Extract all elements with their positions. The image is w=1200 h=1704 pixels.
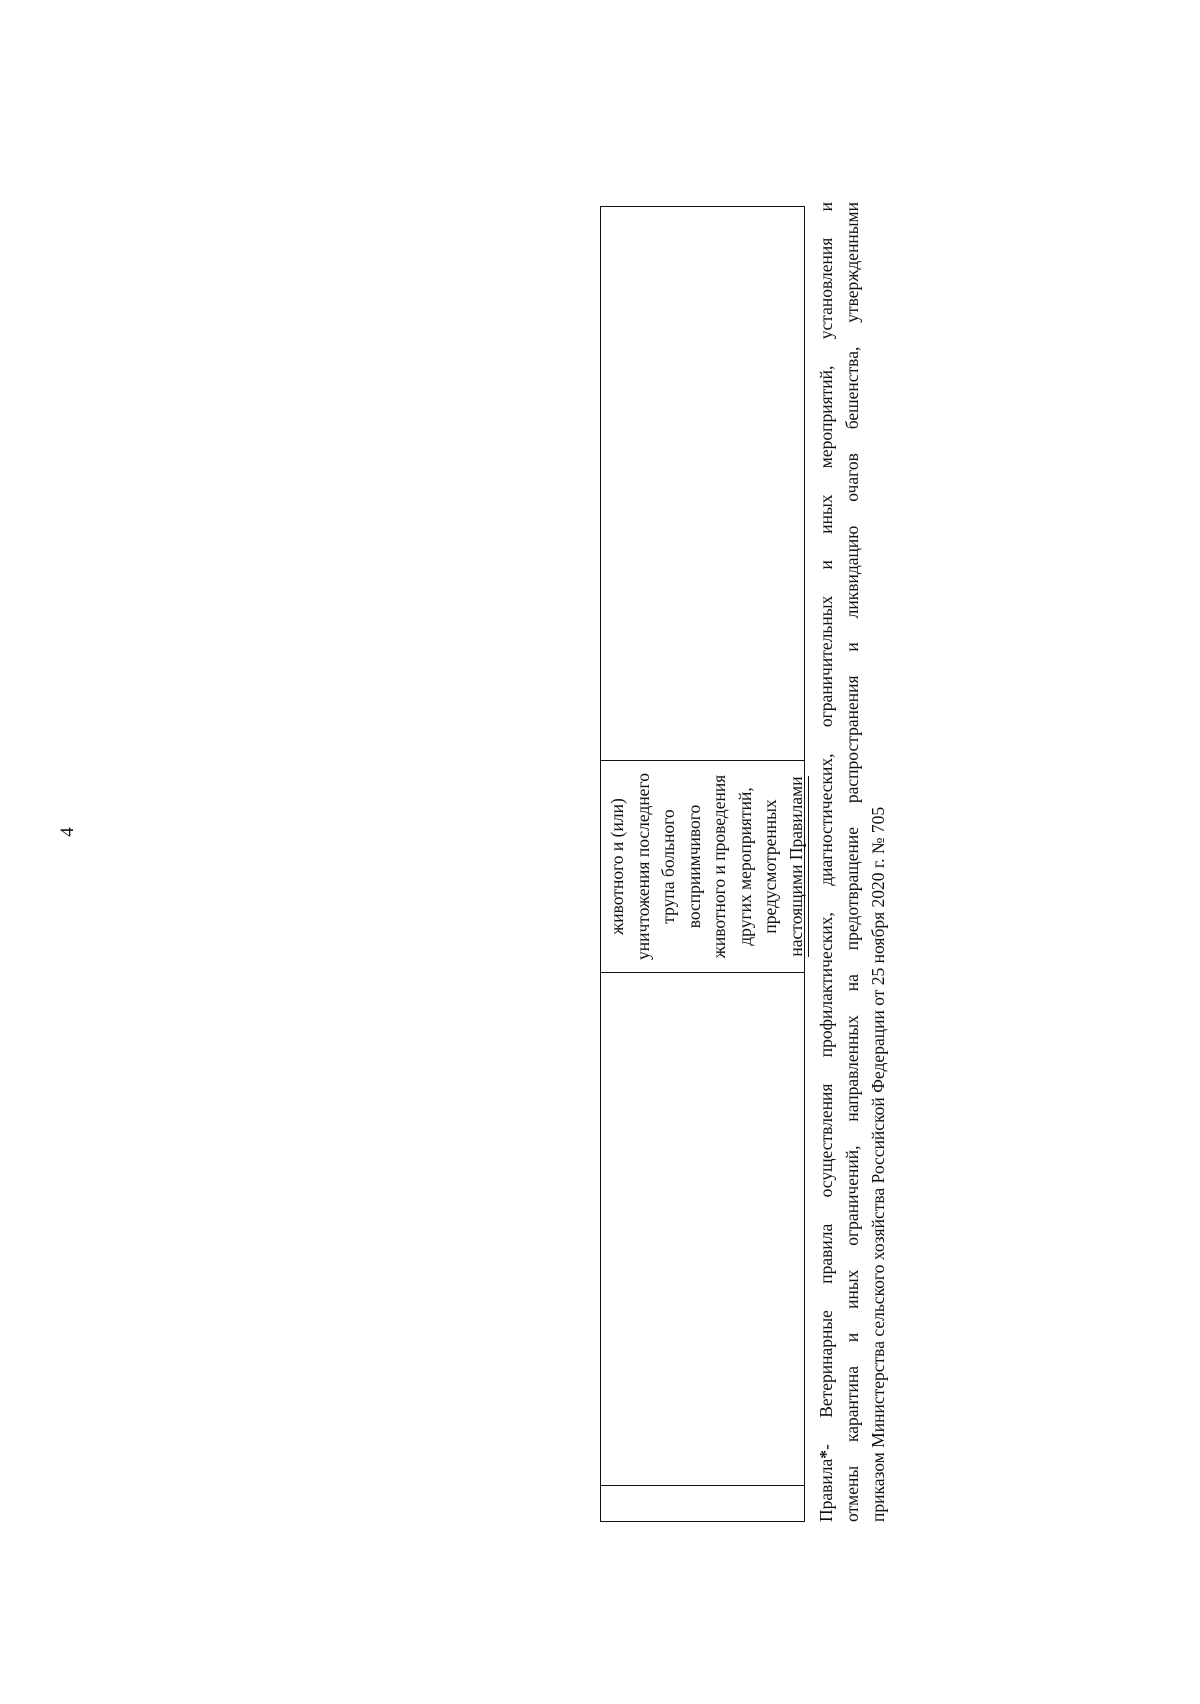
page-number: 4: [57, 827, 78, 837]
table-cell-line: других мероприятий,: [734, 787, 755, 946]
table-cell-line: трупа больного: [658, 809, 678, 924]
table-cell-line: уничтожения последнего: [632, 773, 653, 960]
table-cell-empty-4: [601, 207, 804, 761]
table-cell-empty-1: [601, 1486, 804, 1521]
table-cell-line: животного и проведения: [709, 774, 729, 959]
footnote: [813, 202, 891, 1522]
table-cell-line: настоящими Правилами: [784, 776, 809, 956]
table-cell-measures: [601, 761, 804, 973]
table-cell-line: животного и (или): [607, 798, 627, 935]
footnote-line-3: приказом Министерства сельского хозяйства Российской Федерации от 25 ноября 2020 г. № 705: [868, 806, 888, 1522]
table-row: [600, 206, 805, 1522]
footnote-marker: *: [816, 1449, 836, 1459]
rotated-content: [600, 202, 980, 1522]
table-cell-line: предусмотренных: [760, 799, 780, 934]
table-cell-empty-2: [601, 973, 804, 1486]
footnote-term: Правила: [816, 1458, 836, 1522]
footnote-line-1-text: - Ветеринарные правила осуществления профилактических, диагностических, ограничительных и иных мероприятий, установления и: [816, 202, 836, 1450]
table-cell-line: восприимчивого: [683, 804, 704, 929]
footnote-line-2: отмены карантина и иных ограничений, направленных на предотвращение распространения и ликвидацию очагов бешенства, утвержденными: [842, 202, 862, 1522]
footnote-line-1: [813, 202, 839, 1522]
